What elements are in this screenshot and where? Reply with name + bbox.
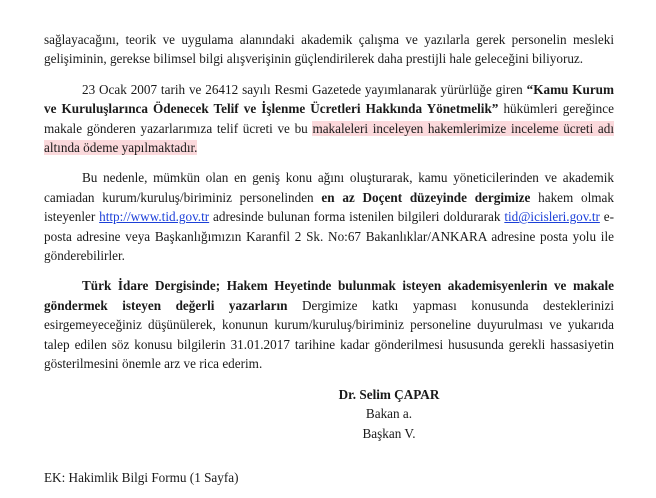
regulation-title: “Kamu Kurum ve Kuruluşlarınca Ödenecek Telif ve İşlenme Ücretleri Hakkında Yönetmelik” (44, 81, 615, 117)
signature-line-2: Bakan a. (365, 406, 413, 422)
signature-name: Dr. Selim ÇAPAR (338, 386, 440, 402)
paragraph-4-part1: Dergimize katkı yapması konusunda desteklerinizi esirgemeyeceğiniz düşünülerek, konunun kurum/kuruluş/biriminiz personeline duyurulması ve yukarıda talep edilen söz konusu bilgilerin 31.01.2017 tarihine kadar gönderilmesi hususunda gerekli hassasiyetin gösterilmesini önemle arz ve rica ederim. (44, 297, 614, 372)
attachment-note: EK: Hakimlik Bilgi Formu (1 Sayfa) (44, 470, 239, 485)
paragraph-2-mid: hükümleri gereğince makale gönderen yazarlarımıza telif ücreti ve bu (44, 101, 614, 136)
paragraph-3 (44, 168, 614, 265)
highlighted-sentence: makaleleri inceleyen hakemlerimize inceleme ücreti adı altında ödeme yapılmaktadır. (44, 120, 615, 156)
paragraph-3-part1: Bu nedenle, mümkün olan en geniş konu ağını oluşturarak, kamu yöneticilerinden ve akademik camiadan kurum/kuruluş/biriminiz personelinden (44, 170, 614, 205)
email-link[interactable]: tid@icisleri.gov.tr (504, 209, 600, 225)
signature-line-3: Başkan V. (362, 426, 416, 442)
paragraph-1: sağlayacağını, teorik ve uygulama alanındaki akademik çalışma ve yazılarla gerek personelin mesleki gelişiminin, gerekse bilimsel bilgi alışverişinin güçlendirilerek daha prestijli hale geleceğini biliyoruz. (44, 32, 614, 67)
paragraph-2 (44, 80, 614, 158)
paragraph-3-part2: hakem olmak isteyenler (44, 189, 614, 225)
signature-block (44, 385, 614, 444)
minimum-title-requirement: en az Doçent düzeyinde dergimize (321, 189, 531, 205)
paragraph-4 (44, 276, 614, 373)
paragraph-2-lead: 23 Ocak 2007 tarih ve 26412 sayılı Resmi Gazetede yayımlanarak yürürlüğe giren (82, 81, 527, 97)
paragraph-3-part3: adresinde bulunan forma istenilen bilgileri doldurarak (209, 209, 505, 225)
paragraph-3-part4: e-posta adresine veya Başkanlığımızın Karanfil 2 Sk. No:67 Bakanlıklar/ANKARA adresine posta yolu ile gönderebilirler. (44, 209, 614, 264)
website-link[interactable]: http://www.tid.gov.tr (99, 209, 210, 225)
journal-call-bold: Türk İdare Dergisinde; Hakem Heyetinde bulunmak isteyen akademisyenlerin ve makale göndermek isteyen değerli yazarların (44, 278, 614, 313)
